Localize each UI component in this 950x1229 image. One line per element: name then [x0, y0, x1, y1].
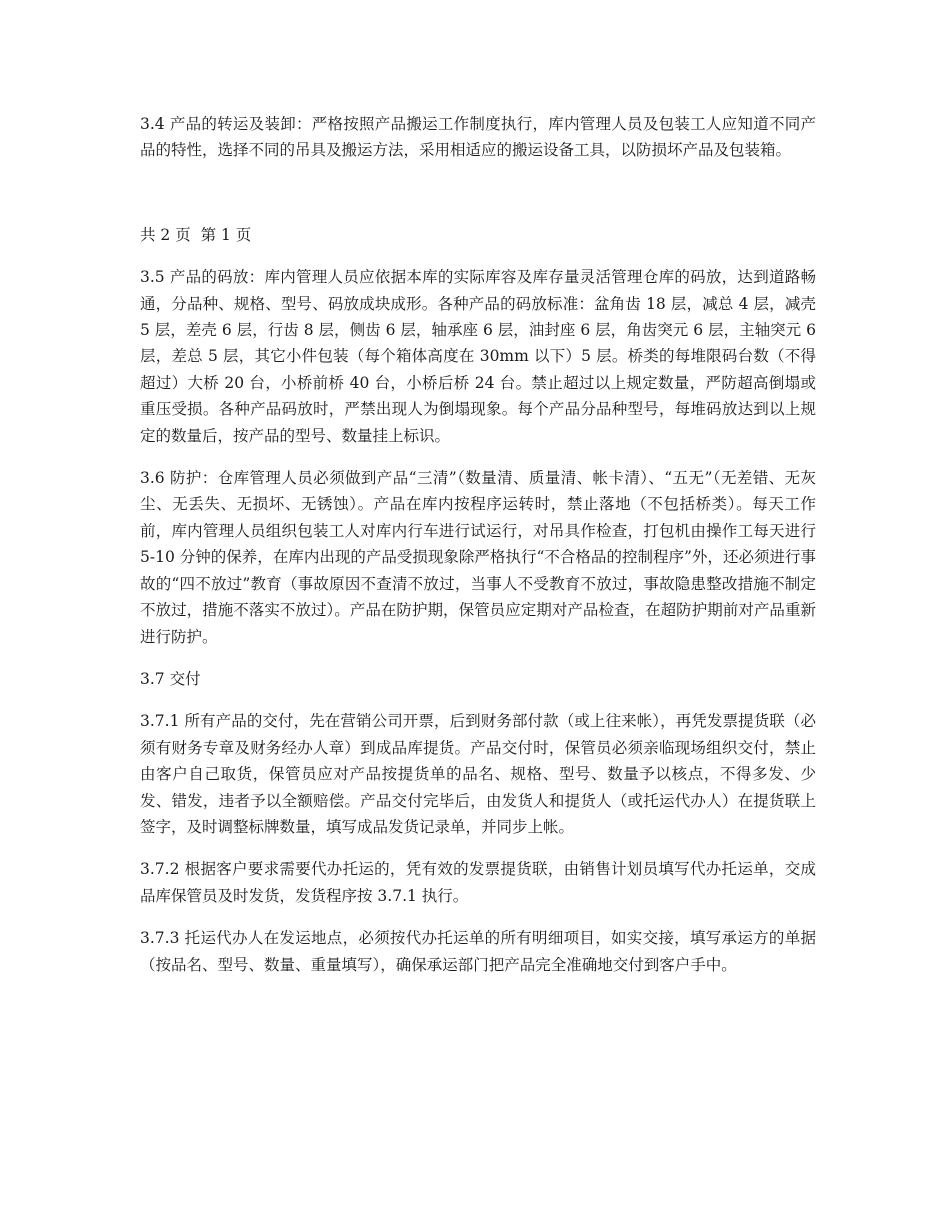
section-3-6-paragraph: 3.6 防护：仓库管理人员必须做到产品“三清”（数量清、质量清、帐卡清）、“五无”（无差错、无灰尘、无丢失、无损坏、无锈蚀）。产品在库内按程序运转时，禁止落地（不包括桥类）。每天工作前，库内管理人员组织包装工人对库内行车进行试运行，对吊具作检查，打包机由操作工每天进行 5-10 分钟的保养，在库内出现的产品受损现象除严格执行“不合格品的控制程序”外，还必须进行事故的“四不放过”教育（事故原因不查清不放过，当事人不受教育不放过，事故隐患整改措施不制定不放过，措施不落实不放过）。产品在防护期，保管员应定期对产品检查，在超防护期前对产品重新进行防护。 — [140, 469, 816, 646]
section-3-7-2-paragraph: 3.7.2 根据客户要求需要代办托运的，凭有效的发票提货联，由销售计划员填写代办托运单，交成品库保管员及时发货，发货程序按 3.7.1 执行。 — [140, 860, 816, 905]
section-3-7-1-paragraph: 3.7.1 所有产品的交付，先在营销公司开票，后到财务部付款（或上往来帐），再凭发票提货联（必须有财务专章及财务经办人章）到成品库提货。产品交付时，保管员必须亲临现场组织交付，禁止由客户自己取货，保管员应对产品按提货单的品名、规格、型号、数量予以核点，不得多发、少发、错发，违者予以全额赔偿。产品交付完毕后，由发货人和提货人（或托运代办人）在提货联上签字，及时调整标牌数量，填写成品发货记录单，并同步上帐。 — [140, 712, 816, 836]
section-3-7-3-paragraph: 3.7.3 托运代办人在发运地点，必须按代办托运单的所有明细项目，如实交接，填写承运方的单据（按品名、型号、数量、重量填写），确保承运部门把产品完全准确地交付到客户手中。 — [140, 929, 816, 974]
document-page — [140, 111, 816, 978]
section-3-5-paragraph: 3.5 产品的码放：库内管理人员应依据本库的实际库容及库存量灵活管理仓库的码放，达到道路畅通，分品种、规格、型号、码放成块成形。各种产品的码放标准：盆角齿 18 层，减总 4 层，减壳 5 层，差壳 6 层，行齿 8 层，侧齿 6 层，轴承座 6 层，油封座 6 层，角齿突元 6 层，主轴突元 6 层，差总 5 层，其它小件包装（每个箱体高度在 30mm 以下）5 层。桥类的每堆限码台数（不得超过）大桥 20 台，小桥前桥 40 台，小桥后桥 24 台。禁止超过以上规定数量，严防超高倒塌或重压受损。各种产品码放时，严禁出现人为倒塌现象。每个产品分品种型号，每堆码放达到以上规定的数量后，按产品的型号、数量挂上标识。 — [140, 268, 816, 445]
section-3-4-paragraph: 3.4 产品的转运及装卸：严格按照产品搬运工作制度执行，库内管理人员及包装工人应知道不同产品的特性，选择不同的吊具及搬运方法，采用相适应的搬运设备工具，以防损坏产品及包装箱。 — [140, 115, 816, 160]
page-indicator: 共 2 页 第 1 页 — [140, 225, 252, 244]
section-3-7-heading: 3.7 交付 — [140, 669, 201, 688]
